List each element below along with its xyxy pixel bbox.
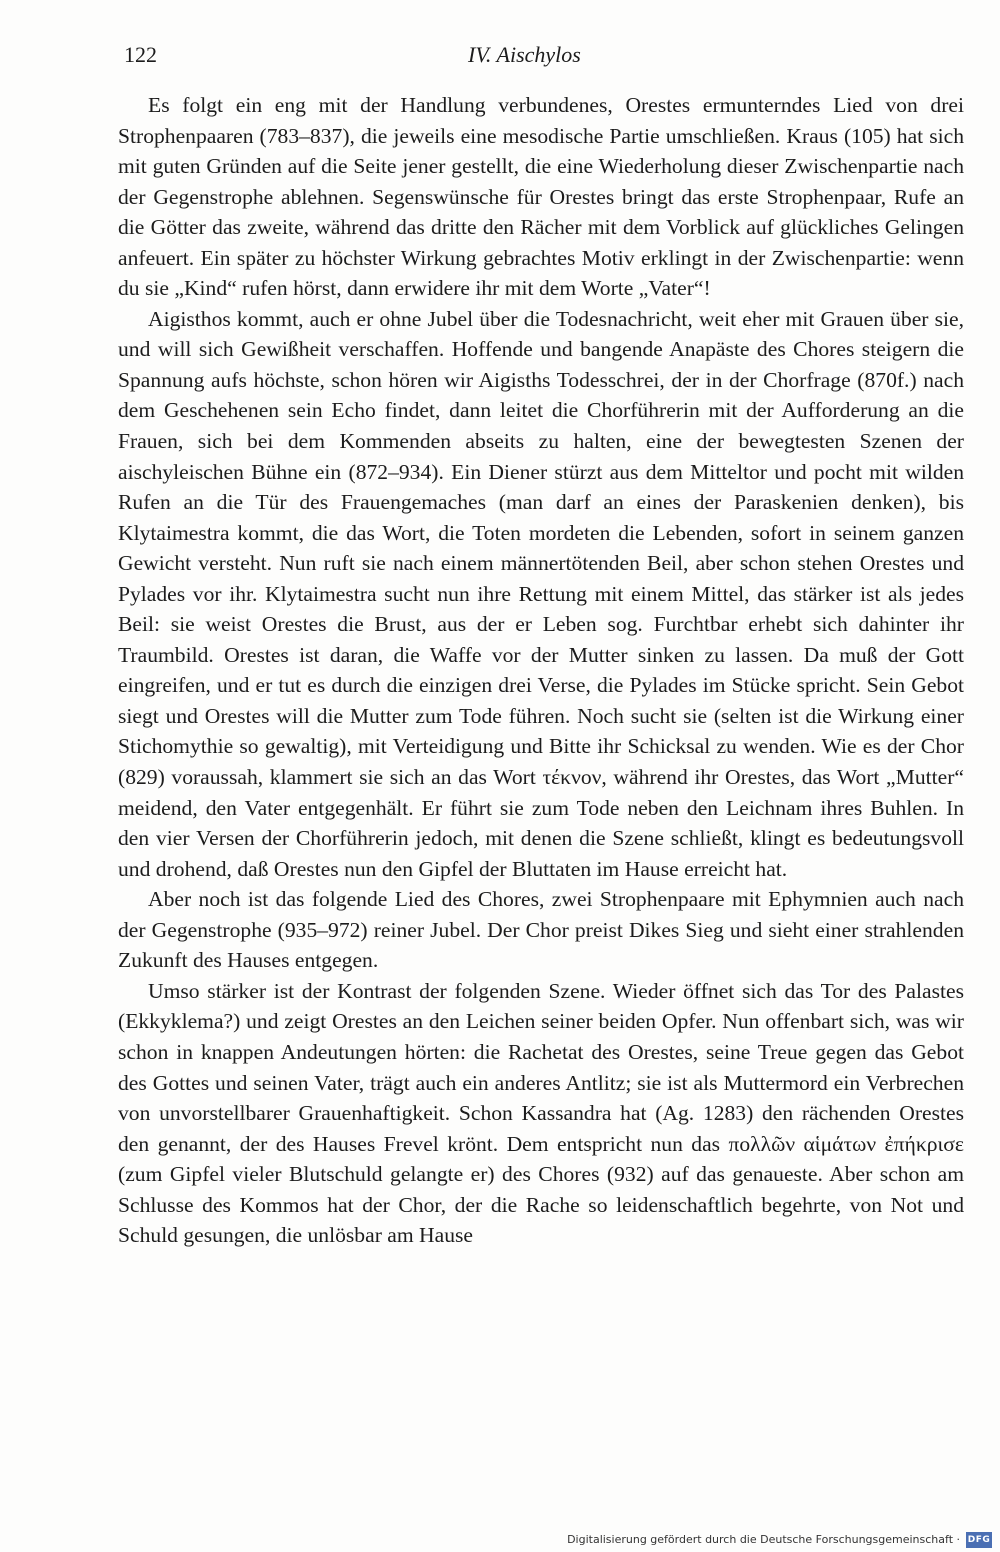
chapter-title: IV. Aischylos (468, 42, 581, 67)
digitization-footer (0, 1528, 1000, 1552)
paragraph-contrast-scene: Umso stärker ist der Kontrast der folgenden Szene. Wieder öffnet sich das Tor des Palastes (Ekkyklema?) und zeigt Orestes an den Leichen seiner beiden Opfer. Nun offenbart sich, was wir schon in knappen Andeutungen hörten: die Rachetat des Orestes, seine Treue gegen das Gebot des Gottes und seinen Vater, trägt auch ein anderes Antlitz; sie ist als Muttermord ein Verbrechen von unvorstellbarer Grauenhaftigkeit. Schon Kassandra hat (Ag. 1283) den rächenden Orestes den genannt, der des Hauses Frevel krönt. Dem entspricht nun das πολλῶν αἱμάτων ἐπήκρισε (zum Gipfel vieler Blutschuld gelangte er) des Chores (932) auf das genaueste. Aber schon am Schlusse des Kommos hat der Chor, der die Rache so leidenschaftlich begehrte, von Not und Schuld gesungen, die unlösbar am Hause (118, 978, 964, 1248)
page-number: 122 (124, 42, 157, 67)
body-text (118, 90, 964, 1251)
paragraph-choral-song: Aber noch ist das folgende Lied des Chores, zwei Strophenpaare mit Ephymnien auch nach der Gegenstrophe (935–972) reiner Jubel. Der Chor preist Dikes Sieg und sieht einer strahlenden Zukunft des Hauses entgegen. (118, 887, 964, 973)
dfg-logo: DFG (966, 1532, 992, 1548)
running-head (118, 40, 964, 74)
funding-credit: Digitalisierung gefördert durch die Deutsche Forschungsgemeinschaft · (567, 1533, 960, 1546)
paragraph-strophes: Es folgt ein eng mit der Handlung verbundenes, Orestes ermunterndes Lied von drei Strophenpaaren (783–837), die jeweils eine mesodische Partie umschließen. Kraus (105) hat sich mit guten Gründen auf die Seite jener gestellt, die eine Wiederholung dieser Zwischenpartie nach der Gegenstrophe ablehnen. Segenswünsche für Orestes bringt das erste Strophenpaar, Rufe an die Götter das zweite, während das dritte den Rächer mit dem Vorblick auf glückliches Gelingen anfeuert. Ein später zu höchster Wirkung gebrachtes Motiv erklingt in der Zwischenpartie: wenn du sie „Kind“ rufen hörst, dann erwidere ihr mit dem Worte „Vater“! (118, 93, 964, 301)
paragraph-aigisthos: Aigisthos kommt, auch er ohne Jubel über die Todesnachricht, weit eher mit Grauen über sie, und will sich Gewißheit verschaffen. Hoffende und bangende Anapäste des Chores steigern die Spannung aufs höchste, schon hören wir Aigisths Todesschrei, der in der Chorfrage (870f.) nach dem Geschehenen sein Echo findet, dann leitet die Chorführerin mit der Aufforderung an die Frauen, sich bei dem Kommenden abseits zu halten, eine der bewegtesten Szenen der aischyleischen Bühne ein (872–934). Ein Diener stürzt aus dem Mitteltor und pocht mit wilden Rufen an die Tür des Frauengemaches (man darf an eines der Paraskenien denken), bis Klytaimestra kommt, die das Wort, die Toten mordeten die Lebenden, sofort in seinem ganzen Gewicht versteht. Nun ruft sie nach einem männertötenden Beil, aber schon stehen Orestes und Pylades vor ihr. Klytaimestra sucht nun ihre Rettung mit einem Mittel, das stärker ist als jedes Beil: sie weist Orestes die Brust, aus der er Leben sog. Furchtbar erhebt sich dahinter ihr Traumbild. Orestes ist daran, die Waffe vor der Mutter sinken zu lassen. Da muß der Gott eingreifen, und er tut es durch die einzigen drei Verse, die Pylades im Stücke spricht. Sein Gebot siegt und Orestes will die Mutter zum Tode führen. Noch sucht sie (selten ist die Wirkung einer Stichomythie so gewaltig), mit Verteidigung und Bitte ihr Schicksal zu wenden. Wie es der Chor (829) voraussah, klammert sie sich an das Wort τέκνον, während ihr Orestes, das Wort „Mutter“ meidend, den Vater entgegenhält. Er führt sie zum Tode neben den Leichnam ihres Buhlen. In den vier Versen der Chorführerin jedoch, mit denen die Szene schließt, klingt es bedeutungsvoll und drohend, daß Orestes nun den Gipfel der Bluttaten im Hause erreicht hat. (118, 306, 964, 881)
